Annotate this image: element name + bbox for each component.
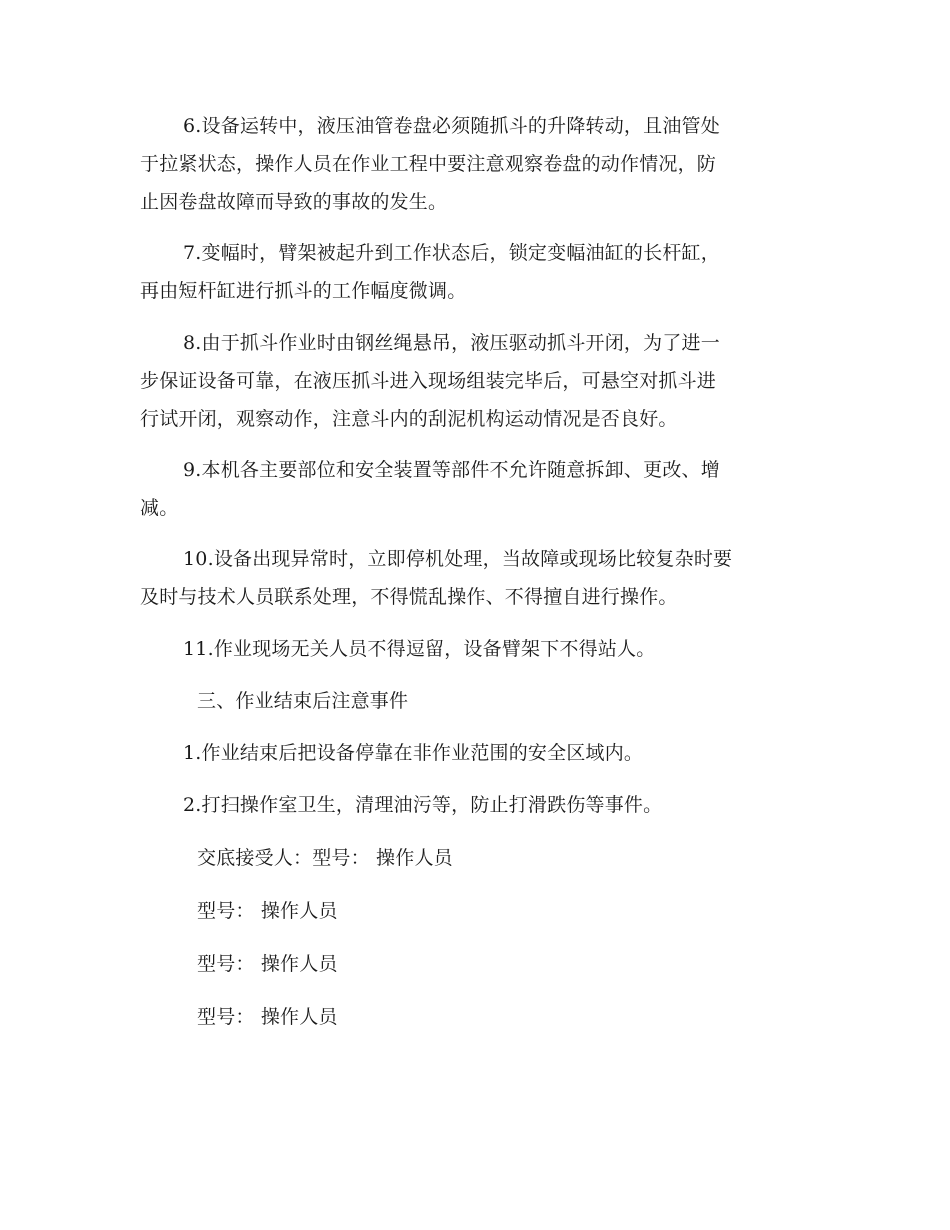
model-operator-line-2: 型号： 操作人员 [197, 953, 338, 975]
model-operator-line-3: 型号： 操作人员 [197, 1006, 338, 1028]
paragraph-8-line-3: 行试开闭，观察动作，注意斗内的刮泥机构运动情况是否良好。 [140, 408, 678, 430]
section-heading: 三、作业结束后注意事件 [197, 690, 409, 712]
paragraph-9-line-2: 减。 [140, 497, 179, 519]
after-work-item-1: 1.作业结束后把设备停靠在非作业范围的安全区域内。 [183, 742, 644, 764]
recipient-line: 交底接受人：型号： 操作人员 [197, 847, 453, 869]
paragraph-10-line-2: 及时与技术人员联系处理，不得慌乱操作、不得擅自进行操作。 [140, 586, 678, 608]
paragraph-7-line-2: 再由短杆缸进行抓斗的工作幅度微调。 [140, 280, 467, 302]
paragraph-6-line-1: 6.设备运转中，液压油管卷盘必须随抓斗的升降转动，且油管处 [183, 115, 720, 137]
model-operator-line-1: 型号： 操作人员 [197, 900, 338, 922]
after-work-item-2: 2.打扫操作室卫生，清理油污等，防止打滑跌伤等事件。 [183, 794, 663, 816]
paragraph-9-line-1: 9.本机各主要部位和安全装置等部件不允许随意拆卸、更改、增 [183, 459, 720, 481]
paragraph-10-line-1: 10.设备出现异常时，立即停机处理，当故障或现场比较复杂时要 [183, 548, 733, 570]
paragraph-6-line-3: 止因卷盘故障而导致的事故的发生。 [140, 191, 448, 213]
paragraph-6-line-2: 于拉紧状态，操作人员在作业工程中要注意观察卷盘的动作情况，防 [140, 153, 717, 175]
paragraph-8-line-1: 8.由于抓斗作业时由钢丝绳悬吊，液压驱动抓斗开闭，为了进一 [183, 332, 720, 354]
paragraph-7-line-1: 7.变幅时，臂架被起升到工作状态后，锁定变幅油缸的长杆缸， [183, 242, 720, 264]
paragraph-11-line-1: 11.作业现场无关人员不得逗留，设备臂架下不得站人。 [183, 638, 656, 660]
paragraph-8-line-2: 步保证设备可靠，在液压抓斗进入现场组装完毕后，可悬空对抓斗进 [140, 370, 717, 392]
